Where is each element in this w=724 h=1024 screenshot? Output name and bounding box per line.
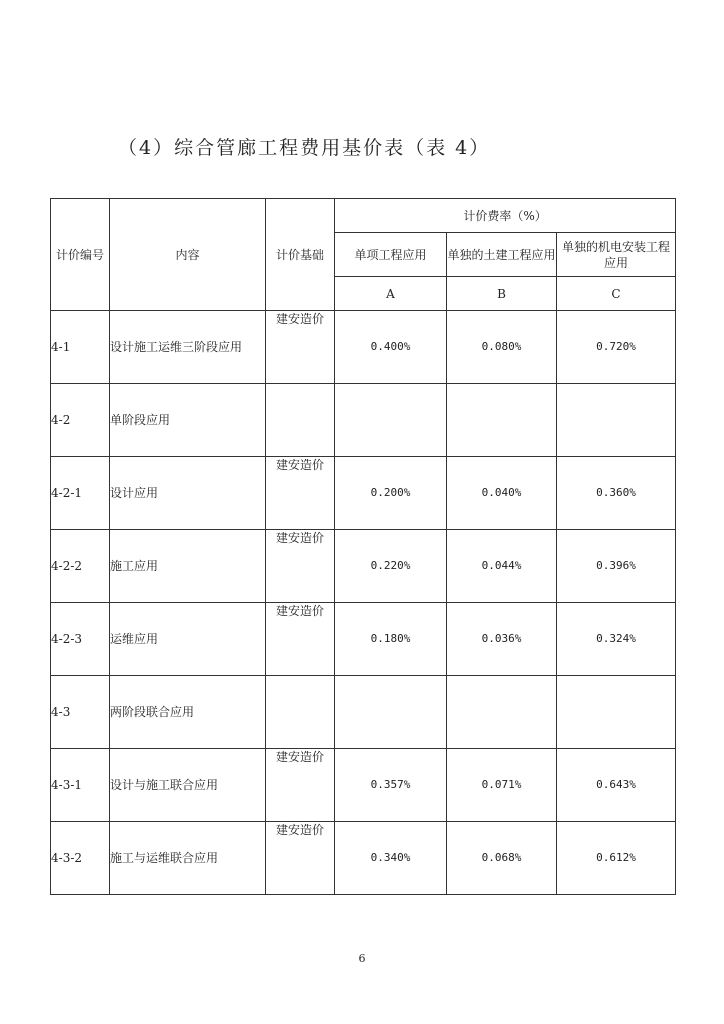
- fee-table: [50, 198, 676, 895]
- row-rate-c: 0.612%: [557, 822, 676, 895]
- row-rate-b: 0.071%: [447, 749, 557, 822]
- table-row: [51, 603, 676, 676]
- row-rate-b: 0.068%: [447, 822, 557, 895]
- table-row: [51, 384, 676, 457]
- table-title: （4）综合管廊工程费用基价表（表 4）: [118, 137, 491, 159]
- table-row: [51, 749, 676, 822]
- row-rate-c: 0.396%: [557, 530, 676, 603]
- row-content: 施工与运维联合应用: [110, 822, 266, 895]
- row-rate-a: 0.400%: [335, 311, 447, 384]
- row-base: 建安造价: [266, 457, 335, 530]
- header-letter-a: A: [335, 277, 447, 311]
- row-code: 4-3: [51, 676, 110, 749]
- row-content: 设计施工运维三阶段应用: [110, 311, 266, 384]
- row-rate-c: 0.720%: [557, 311, 676, 384]
- table-row: [51, 822, 676, 895]
- row-code: 4-3-2: [51, 822, 110, 895]
- row-base: [266, 676, 335, 749]
- row-code: 4-3-1: [51, 749, 110, 822]
- row-base: 建安造价: [266, 530, 335, 603]
- header-base: 计价基础: [266, 199, 335, 311]
- header-letter-b: B: [447, 277, 557, 311]
- row-base: 建安造价: [266, 603, 335, 676]
- row-code: 4-2-1: [51, 457, 110, 530]
- row-base: [266, 384, 335, 457]
- row-rate-b: [447, 676, 557, 749]
- row-rate-c: [557, 676, 676, 749]
- row-content: 设计与施工联合应用: [110, 749, 266, 822]
- row-rate-b: [447, 384, 557, 457]
- row-base: 建安造价: [266, 311, 335, 384]
- header-content: 内容: [110, 199, 266, 311]
- row-code: 4-2-2: [51, 530, 110, 603]
- row-rate-b: 0.036%: [447, 603, 557, 676]
- row-content: 单阶段应用: [110, 384, 266, 457]
- row-rate-a: 0.340%: [335, 822, 447, 895]
- row-rate-c: [557, 384, 676, 457]
- header-col-c: 单独的机电安装工程应用: [557, 233, 676, 277]
- table-body: [51, 311, 676, 895]
- page-number: 6: [358, 952, 366, 965]
- row-rate-a: [335, 676, 447, 749]
- row-code: 4-1: [51, 311, 110, 384]
- table-header: [51, 199, 676, 311]
- row-rate-a: [335, 384, 447, 457]
- header-letter-c: C: [557, 277, 676, 311]
- row-content: 两阶段联合应用: [110, 676, 266, 749]
- row-base: 建安造价: [266, 822, 335, 895]
- table-row: [51, 457, 676, 530]
- table-row: [51, 530, 676, 603]
- row-rate-a: 0.200%: [335, 457, 447, 530]
- header-col-b: 单独的土建工程应用: [447, 233, 557, 277]
- row-rate-a: 0.180%: [335, 603, 447, 676]
- header-code: 计价编号: [51, 199, 110, 311]
- header-rate-group: 计价费率（%）: [335, 199, 676, 233]
- row-rate-b: 0.044%: [447, 530, 557, 603]
- row-content: 运维应用: [110, 603, 266, 676]
- row-code: 4-2-3: [51, 603, 110, 676]
- row-rate-c: 0.360%: [557, 457, 676, 530]
- row-rate-a: 0.357%: [335, 749, 447, 822]
- table-row: [51, 676, 676, 749]
- row-base: 建安造价: [266, 749, 335, 822]
- row-rate-b: 0.080%: [447, 311, 557, 384]
- row-rate-b: 0.040%: [447, 457, 557, 530]
- header-col-a: 单项工程应用: [335, 233, 447, 277]
- row-content: 施工应用: [110, 530, 266, 603]
- row-content: 设计应用: [110, 457, 266, 530]
- row-code: 4-2: [51, 384, 110, 457]
- row-rate-a: 0.220%: [335, 530, 447, 603]
- row-rate-c: 0.643%: [557, 749, 676, 822]
- table-row: [51, 311, 676, 384]
- row-rate-c: 0.324%: [557, 603, 676, 676]
